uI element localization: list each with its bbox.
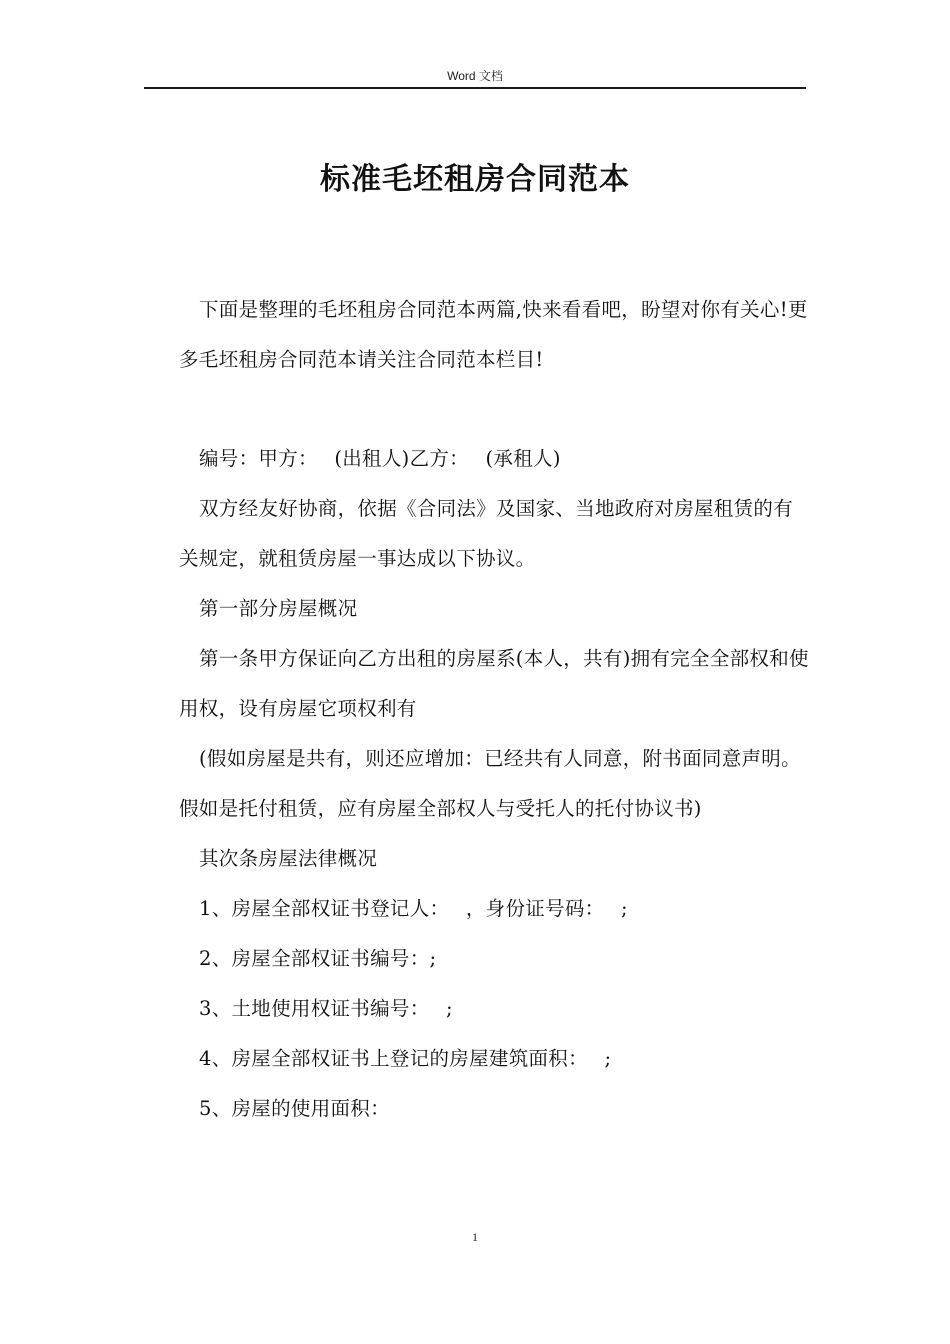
list-item-land-certificate: 3、土地使用权证书编号： ; — [199, 997, 453, 1020]
list-item-certificate-number: 2、房屋全部权证书编号：; — [199, 947, 437, 970]
list-item-building-area: 4、房屋全部权证书上登记的房屋建筑面积： ; — [199, 1047, 612, 1070]
contract-body — [179, 434, 809, 1134]
header-divider — [144, 87, 806, 89]
document-title: 标准毛坯租房合同范本 — [320, 162, 630, 197]
paragraph-article-one: 第一条甲方保证向乙方出租的房屋系(本人，共有)拥有完全全部权和使用权，设有房屋它项权利有 — [179, 647, 809, 720]
paragraph-agreement: 双方经友好协商，依据《合同法》及国家、当地政府对房屋租赁的有关规定，就租赁房屋一事达成以下协议。 — [179, 497, 794, 570]
page-number: 1 — [472, 1230, 478, 1244]
intro-block — [179, 285, 809, 385]
paragraph-co-ownership-note: (假如房屋是共有，则还应增加：已经共有人同意，附书面同意声明。假如是托付租赁，应有房屋全部权人与受托人的托付协议书) — [179, 747, 801, 820]
header-label: Word 文档 — [447, 69, 503, 83]
paragraph-part-one-heading: 第一部分房屋概况 — [199, 597, 358, 620]
intro-paragraph: 下面是整理的毛坯租房合同范本两篇,快来看看吧，盼望对你有关心!更多毛坯租房合同范本请关注合同范本栏目! — [179, 298, 808, 371]
paragraph-article-two-heading: 其次条房屋法律概况 — [199, 847, 378, 870]
paragraph-contract-number: 编号：甲方： (出租人)乙方： (承租人) — [199, 447, 561, 470]
list-item-owner: 1、房屋全部权证书登记人： ，身份证号码： ; — [199, 897, 628, 920]
list-item-usable-area: 5、房屋的使用面积： — [199, 1097, 390, 1120]
